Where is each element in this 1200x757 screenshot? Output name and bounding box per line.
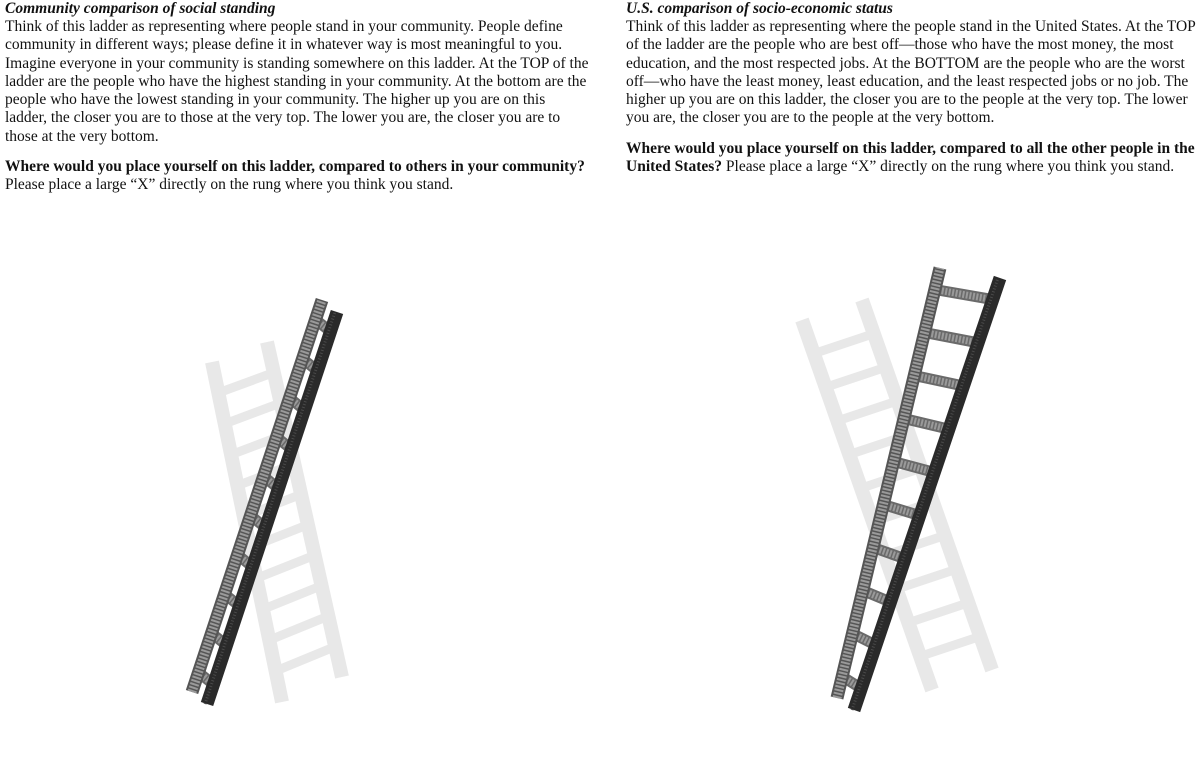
community-shadow-rung: [257, 555, 315, 578]
us-shadow-rung: [826, 367, 886, 387]
community-question-rest: Please place a large “X” directly on the rung where you think you stand.: [5, 176, 454, 194]
us-instructions: Think of this ladder as representing where the people stand in the United States. At the TOP of the ladder are the people who are best off—those who have the most money, the most education, and the most respected jobs. At the BOTTOM are the people who are the worst off—who have the least money, least education, and the least respected jobs or no job. The higher up you are on this ladder, the closer you are to the people at the very top. The lower you are, the closer you are to the people at the very bottom.: [626, 18, 1196, 127]
community-question-bold: Where would you place yourself on this ladder, compared to others in your community?: [5, 158, 585, 176]
us-question: [626, 140, 1196, 177]
us-question-rest: Please place a large “X” directly on the rung where you think you stand.: [722, 158, 1175, 176]
us-title: U.S. comparison of socio-economic status: [626, 0, 893, 17]
community-shadow-rung: [225, 403, 281, 424]
us-shadow-rung: [837, 401, 897, 421]
community-ladder-image[interactable]: [52, 272, 532, 750]
community-shadow-rung: [269, 616, 328, 640]
us-shadow-rung: [920, 636, 980, 656]
us-shadow-rung: [814, 334, 874, 354]
us-question-bold: Where would you place yourself on this ladder, compared to all the other people in the United States?: [626, 139, 1195, 176]
community-instructions: Think of this ladder as representing where people stand in your community. People define community in different ways; please define it in whatever way is most meaningful to you. Imagine everyone in your community is standing somewhere on this ladder. At the TOP of the ladder are the people who have the highest standing in your community. At the bottom are the people who have the lowest standing in your community. The higher up you are on this ladder, the closer you are to those at the very top. The lower you are, the closer you are to those at the very bottom.: [5, 18, 589, 145]
community-shadow-rung: [276, 647, 336, 672]
us-ladder-shadow: [802, 300, 992, 690]
community-shadow-rung: [263, 586, 322, 610]
us-ladder-panel: [626, 0, 1196, 176]
us-ladder-group: [802, 268, 1000, 710]
us-ladder[interactable]: [672, 240, 1157, 750]
community-question: [5, 158, 590, 195]
us-shadow-rung: [908, 603, 968, 623]
community-ladder-group: [192, 300, 342, 704]
community-title: Community comparison of social standing: [5, 0, 276, 17]
community-ladder[interactable]: [52, 272, 532, 750]
community-ladder-panel: [5, 0, 590, 195]
community-shadow-rung: [218, 372, 273, 392]
us-ladder-image[interactable]: [672, 240, 1157, 750]
